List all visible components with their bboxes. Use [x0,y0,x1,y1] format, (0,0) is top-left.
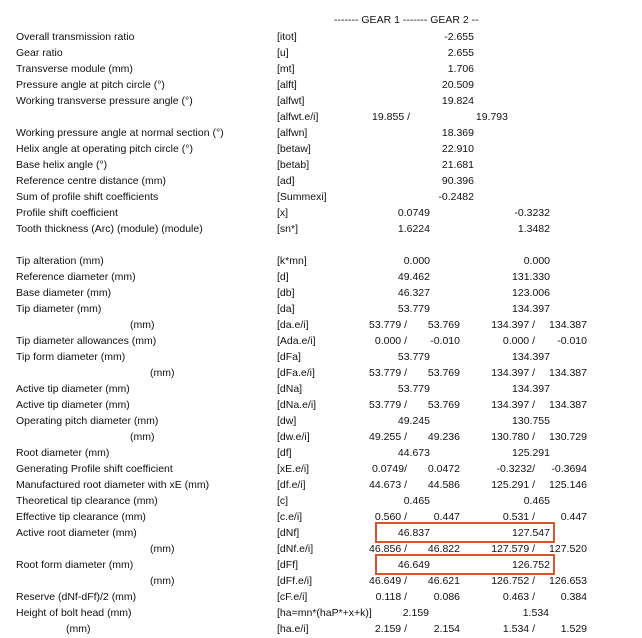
row-label: (mm) [150,367,175,379]
row-value-g1: 49.462 [397,271,430,283]
row-label: Tip alteration (mm) [16,255,104,267]
row-value-mid: 21.681 [441,159,474,171]
row-label: Base diameter (mm) [16,287,112,299]
row-symbol: [dw] [277,415,297,427]
table-row [0,382,642,398]
table-row [0,174,642,190]
row-value-g1: 44.673 [397,447,430,459]
row-label: Working transverse pressure angle (°) [16,95,193,107]
row-value-q1: 44.673 / [369,479,407,491]
row-value-q1: 0.118 / [375,591,407,603]
row-label: Reference diameter (mm) [16,271,136,283]
row-value-g2: 0.465 [523,495,550,507]
row-value-q2: 53.769 [427,367,460,379]
row-value-q3: 127.579 / [491,543,535,555]
table-row [0,142,642,158]
row-value-q3: 134.397 / [491,399,535,411]
row-value-g2: 126.752 [512,559,550,571]
row-value-mid: 90.396 [441,175,474,187]
row-symbol: [betab] [277,159,310,171]
row-value-q1: 49.255 / [369,431,407,443]
row-value-g1: 0.000 [403,255,430,267]
row-label: Manufactured root diameter with xE (mm) [16,479,210,491]
table-row [0,238,642,254]
row-value-q1: 53.779 / [369,399,407,411]
row-label: Root form diameter (mm) [16,559,134,571]
table-row [0,30,642,46]
row-value-mid: -2.655 [444,31,474,43]
table-row [0,190,642,206]
row-label: Tip diameter allowances (mm) [16,335,157,347]
row-value-q2: 0.086 [433,591,460,603]
row-symbol: [x] [277,207,289,219]
table-row [0,350,642,366]
row-value-g2: 130.755 [512,415,550,427]
row-value-q2: 49.236 [427,431,460,443]
table-row [0,590,642,606]
row-value-q4: 130.729 [549,431,587,443]
row-value-mid: 22.910 [441,143,474,155]
row-value-q2: 2.154 [433,623,460,635]
table-row [0,286,642,302]
row-symbol: [cF.e/i] [277,591,308,603]
row-value-q3: 130.780 / [491,431,535,443]
table-row [0,222,642,238]
row-value-q2: 53.769 [427,399,460,411]
row-value-q4: 134.387 [549,367,587,379]
row-value-g1: 1.6224 [397,223,430,235]
row-symbol: [alfwt] [277,95,305,107]
row-symbol: [da] [277,303,295,315]
row-symbol: [dw.e/i] [277,431,310,443]
row-symbol: [mt] [277,63,295,75]
row-value-g2b: 1.534 [522,607,549,619]
table-row [0,462,642,478]
row-value-g1: 53.779 [397,383,430,395]
row-label: Root diameter (mm) [16,447,110,459]
row-label: (mm) [130,431,155,443]
row-label: Generating Profile shift coefficient [16,463,173,475]
row-value-q2: 0.447 [433,511,460,523]
row-label: Theoretical tip clearance (mm) [16,495,158,507]
row-value-g1: 53.779 [397,351,430,363]
table-row [0,206,642,222]
row-label: Height of bolt head (mm) [16,607,132,619]
table-row [0,270,642,286]
row-symbol: [betaw] [277,143,311,155]
table-row [0,606,642,622]
row-symbol: [ad] [277,175,295,187]
row-symbol: [ha.e/i] [277,623,309,635]
row-value-g1: 0.465 [403,495,430,507]
table-row [0,574,642,590]
row-value-q4: 134.387 [549,319,587,331]
row-value-g2: 123.006 [512,287,550,299]
row-symbol: [c] [277,495,289,507]
row-value-q3: 134.397 / [491,367,535,379]
row-label: Tooth thickness (Arc) (module) (module) [16,223,203,235]
row-value-g1: 53.779 [397,303,430,315]
row-value-q1: 2.159 / [374,623,407,635]
row-label: (mm) [150,543,175,555]
row-value-q3: 1.534 / [502,623,535,635]
row-value-g1: 0.0749 [397,207,430,219]
table-row [0,478,642,494]
row-symbol: [xE.e/i] [277,463,310,475]
row-value-q3: -0.3232/ [496,463,535,475]
row-value-g2: 131.330 [512,271,550,283]
row-symbol: [ha=mn*(haP*+x+k)] [277,607,372,619]
row-symbol: [sn*] [277,223,299,235]
row-symbol: [Ada.e/i] [277,335,316,347]
row-value-q4: 134.387 [549,399,587,411]
row-value-g2: 134.397 [512,303,550,315]
row-label: Profile shift coefficient [16,207,118,219]
table-row [0,318,642,334]
row-value-q3: 0.000 / [502,335,535,347]
row-value-mid: 20.509 [441,79,474,91]
row-value-q2: 0.0472 [427,463,460,475]
table-row [0,254,642,270]
row-value-q3: 134.397 / [491,319,535,331]
row-value-g1b: 2.159 [402,607,429,619]
row-value-q4: 125.146 [549,479,587,491]
row-symbol: [dFa.e/i] [277,367,315,379]
row-value-q4: 126.653 [549,575,587,587]
row-label: Active root diameter (mm) [16,527,137,539]
row-label: Gear ratio [16,47,63,59]
row-symbol: [da.e/i] [277,319,309,331]
highlight-box [375,554,555,575]
row-value-g2: 125.291 [512,447,550,459]
row-value-q2: 46.621 [427,575,460,587]
row-symbol: [d] [277,271,289,283]
row-value-mid: 18.369 [441,127,474,139]
row-symbol: [db] [277,287,295,299]
table-row [0,78,642,94]
row-symbol: [itot] [277,31,297,43]
row-label: Tip form diameter (mm) [16,351,126,363]
row-value-q2: 46.822 [427,543,460,555]
row-value-q1: 46.649 / [369,575,407,587]
row-value-g2: 1.3482 [517,223,550,235]
row-value-q4: 0.384 [560,591,587,603]
row-value-g2: 134.397 [512,383,550,395]
row-value-g1: 49.245 [397,415,430,427]
row-symbol: [df] [277,447,292,459]
row-value-q4: 0.447 [560,511,587,523]
row-label: Reserve (dNf-dFf)/2 (mm) [16,591,137,603]
row-value-mid: 19.824 [441,95,474,107]
column-header: ------- GEAR 1 ------- GEAR 2 -- [334,14,479,26]
table-row [0,430,642,446]
row-label: Pressure angle at pitch circle (°) [16,79,165,91]
row-label: Overall transmission ratio [16,31,135,43]
row-value-g2: 127.547 [512,527,550,539]
row-value-q3: 125.291 / [491,479,535,491]
row-label: (mm) [130,319,155,331]
row-label: Active tip diameter (mm) [16,383,130,395]
row-label: Tip diameter (mm) [16,303,102,315]
table-row [0,366,642,382]
table-row [0,46,642,62]
row-symbol: [k*mn] [277,255,307,267]
table-row [0,622,642,638]
row-value-q3: 0.531 / [502,511,535,523]
row-label: (mm) [150,575,175,587]
row-value-q1: 53.779 / [369,319,407,331]
table-row [0,398,642,414]
row-value-a: 19.855 / [372,111,410,123]
row-symbol: [df.e/i] [277,479,306,491]
row-value-q2: 53.769 [427,319,460,331]
row-value-q1: 53.779 / [369,367,407,379]
table-row [0,62,642,78]
table-row [0,110,642,126]
row-value-q1: 0.560 / [374,511,407,523]
row-value-q4: 1.529 [560,623,587,635]
table-row [0,94,642,110]
row-symbol: [Summexi] [277,191,327,203]
row-label: Helix angle at operating pitch circle (°) [16,143,193,155]
row-label: Sum of profile shift coefficients [16,191,159,203]
row-symbol: [dFf.e/i] [277,575,313,587]
row-symbol: [dNf] [277,527,300,539]
row-label: Working pressure angle at normal section (°) [16,127,224,139]
row-value-q4: -0.3694 [551,463,587,475]
row-value-g2: 0.000 [523,255,550,267]
row-symbol: [alfwn] [277,127,308,139]
row-label: (mm) [66,623,91,635]
row-value-q2: 44.586 [427,479,460,491]
row-value-b: 19.793 [475,111,508,123]
row-symbol: [dNa] [277,383,303,395]
table-row [0,446,642,462]
row-value-q1: 0.000 / [374,335,407,347]
row-value-g1: 46.327 [397,287,430,299]
row-value-q4: 127.520 [549,543,587,555]
row-value-g2: -0.3232 [514,207,550,219]
row-value-q3: 126.752 / [491,575,535,587]
row-value-mid: -0.2482 [438,191,474,203]
row-symbol: [alfwt.e/i] [277,111,319,123]
row-symbol: [alft] [277,79,297,91]
row-value-mid: 1.706 [447,63,474,75]
row-label: Reference centre distance (mm) [16,175,166,187]
table-row [0,126,642,142]
row-value-q1: 46.856 / [369,543,407,555]
table-row [0,302,642,318]
row-symbol: [dFa] [277,351,301,363]
row-label: Active tip diameter (mm) [16,399,130,411]
row-value-q4: -0.010 [557,335,587,347]
row-label: Operating pitch diameter (mm) [16,415,159,427]
row-value-q3: 0.463 / [502,591,535,603]
row-value-q2: -0.010 [430,335,460,347]
row-value-mid: 2.655 [447,47,474,59]
row-value-g1: 46.837 [397,527,430,539]
row-symbol: [u] [277,47,289,59]
row-value-g1: 46.649 [397,559,430,571]
highlight-box [375,522,555,543]
row-value-g2: 134.397 [512,351,550,363]
table-row [0,158,642,174]
table-row [0,414,642,430]
row-label: Base helix angle (°) [16,159,108,171]
row-symbol: [c.e/i] [277,511,303,523]
row-value-q1: 0.0749/ [371,463,407,475]
table-row [0,494,642,510]
table-row [0,334,642,350]
row-symbol: [dFf] [277,559,299,571]
row-symbol: [dNf.e/i] [277,543,314,555]
row-label: Effective tip clearance (mm) [16,511,146,523]
row-symbol: [dNa.e/i] [277,399,317,411]
row-label: Transverse module (mm) [16,63,133,75]
